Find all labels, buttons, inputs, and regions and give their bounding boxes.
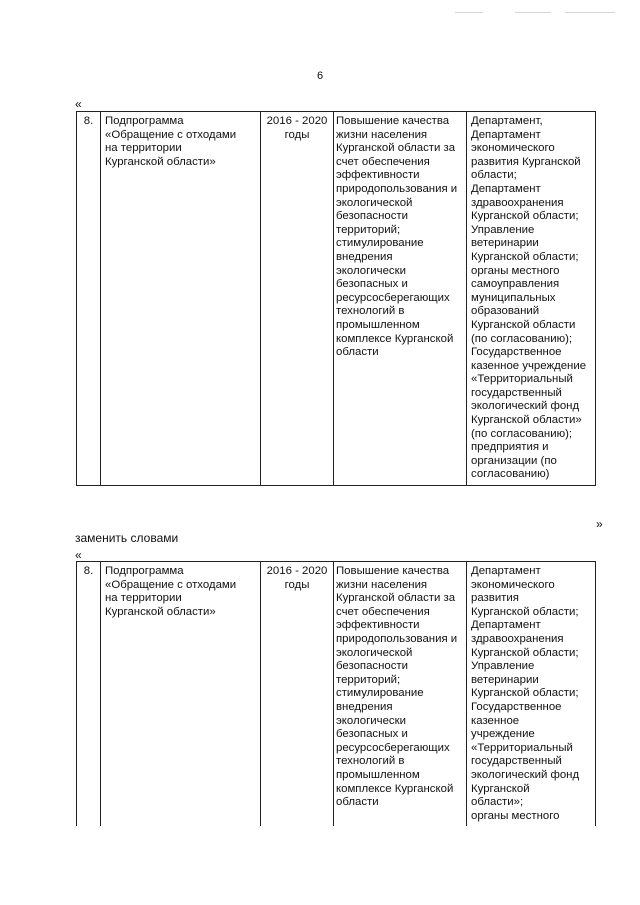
text-line: Курганской области; — [471, 250, 579, 263]
executors-cell — [467, 562, 596, 827]
text-line: «Территориальный — [471, 373, 573, 386]
text-line: органы местного — [471, 809, 560, 822]
text-line: Повышение качества — [336, 115, 450, 127]
text-line: жизни населения — [336, 578, 428, 591]
text-line: на территории — [105, 142, 182, 155]
text-line: безопасности — [336, 660, 409, 673]
text-line: промышленном — [336, 318, 420, 331]
subprogram-name-cell — [101, 112, 261, 486]
period-cell — [261, 112, 334, 486]
text-line: казенное учреждение — [471, 359, 587, 372]
text-line: безопасных и — [336, 278, 408, 291]
text-line: ресурсосберегающих — [336, 291, 450, 304]
text-line: Курганской области; — [471, 605, 579, 618]
text-line: Департамент — [471, 182, 541, 195]
text-line: технологий в — [336, 305, 405, 318]
text-line: согласованию) — [471, 468, 550, 481]
text-line: ветеринарии — [471, 673, 539, 686]
text-line: здравоохранения — [471, 196, 564, 209]
executors-cell — [467, 112, 596, 486]
text-line: Курганской области за — [336, 142, 456, 155]
row-number-cell: 8. — [77, 562, 101, 827]
text-line: годы — [284, 128, 310, 141]
goal-cell — [334, 562, 467, 827]
text-line: Курганской области» — [105, 605, 216, 618]
text-line: «Территориальный — [471, 741, 573, 754]
text-line: Курганской области» — [471, 414, 582, 427]
page-number: 6 — [316, 70, 324, 82]
text-line: Курганской области» — [105, 155, 216, 168]
text-line: области; — [471, 169, 517, 182]
text-line: области — [336, 346, 379, 359]
text-line: области — [336, 796, 379, 809]
opening-quote-new: « — [75, 548, 82, 562]
text-line: Подпрограмма — [105, 115, 184, 127]
text-line: безопасных и — [336, 728, 408, 741]
text-line: 2016 - 2020 — [266, 115, 328, 127]
text-line: внедрения — [336, 700, 393, 713]
text-line: эффективности — [336, 169, 420, 182]
text-line: экологический фонд — [471, 768, 580, 781]
text-line: «Обращение с отходами — [105, 128, 237, 141]
text-line: Государственное — [471, 346, 562, 359]
text-line: экологически — [336, 264, 406, 277]
text-line: внедрения — [336, 250, 393, 263]
text-line: ветеринарии — [471, 237, 539, 250]
text-line: Курганской области за — [336, 592, 456, 605]
text-line: экологически — [336, 714, 406, 727]
text-line: Подпрограмма — [105, 565, 184, 577]
text-line: самоуправления — [471, 278, 560, 291]
text-line: (по согласованию); — [471, 332, 573, 345]
text-line: Государственное — [471, 700, 562, 713]
text-line: предприятия и — [471, 441, 549, 454]
text-line: органы местного — [471, 264, 560, 277]
table-row — [77, 112, 596, 486]
text-line: экологической — [336, 646, 413, 659]
text-line: стимулирование — [336, 237, 424, 250]
text-line: государственный — [471, 755, 562, 768]
text-line: 2016 - 2020 — [266, 565, 328, 577]
replace-instruction: заменить словами — [75, 531, 179, 545]
text-line: учреждение — [471, 728, 535, 741]
text-line: экологический фонд — [471, 400, 580, 413]
subprogram-name-cell — [101, 562, 261, 827]
text-line: безопасности — [336, 210, 409, 223]
text-line: стимулирование — [336, 687, 424, 700]
program-table-new — [76, 561, 596, 826]
text-line: Департамент — [471, 619, 541, 632]
text-line: Курганской области; — [471, 210, 579, 223]
goal-cell — [334, 112, 467, 486]
text-line: территорий; — [336, 223, 401, 236]
text-line: муниципальных — [471, 291, 556, 304]
text-line: счет обеспечения — [336, 605, 430, 618]
period-cell — [261, 562, 334, 827]
text-line: экологической — [336, 196, 413, 209]
text-line: развития Курганской — [471, 155, 581, 168]
text-line: ресурсосберегающих — [336, 741, 450, 754]
text-line: Управление — [471, 223, 535, 236]
text-line: здравоохранения — [471, 632, 564, 645]
text-line: Департамент — [471, 128, 541, 141]
text-line: Курганской области; — [471, 646, 579, 659]
opening-quote: « — [75, 97, 82, 111]
text-line: области»; — [471, 796, 524, 809]
text-line: счет обеспечения — [336, 155, 430, 168]
text-line: Департамент — [471, 565, 541, 577]
text-line: Повышение качества — [336, 565, 450, 577]
text-line: на территории — [105, 592, 182, 605]
text-line: Курганской — [471, 782, 530, 795]
text-line: экономического — [471, 142, 555, 155]
text-line: развития — [471, 592, 519, 605]
text-line: природопользования и — [336, 632, 458, 645]
text-line: природопользования и — [336, 182, 458, 195]
text-line: образований — [471, 305, 540, 318]
table-row — [77, 562, 596, 827]
text-line: государственный — [471, 386, 562, 399]
text-line: жизни населения — [336, 128, 428, 141]
text-line: комплексе Курганской — [336, 332, 454, 345]
text-line: Курганской области — [471, 318, 576, 331]
text-line: «Обращение с отходами — [105, 578, 237, 591]
text-line: Управление — [471, 660, 535, 673]
text-line: годы — [284, 578, 310, 591]
text-line: (по согласованию); — [471, 427, 573, 440]
text-line: организации (по — [471, 454, 557, 467]
closing-quote: » — [596, 517, 603, 531]
text-line: Курганской области; — [471, 687, 579, 700]
text-line: казенное — [471, 714, 520, 727]
text-line: экономического — [471, 578, 555, 591]
text-line: территорий; — [336, 673, 401, 686]
text-line: Департамент, — [471, 115, 543, 127]
text-line: эффективности — [336, 619, 420, 632]
row-number-cell: 8. — [77, 112, 101, 486]
program-table-old — [76, 111, 596, 486]
text-line: промышленном — [336, 768, 420, 781]
text-line: комплексе Курганской — [336, 782, 454, 795]
text-line: технологий в — [336, 755, 405, 768]
